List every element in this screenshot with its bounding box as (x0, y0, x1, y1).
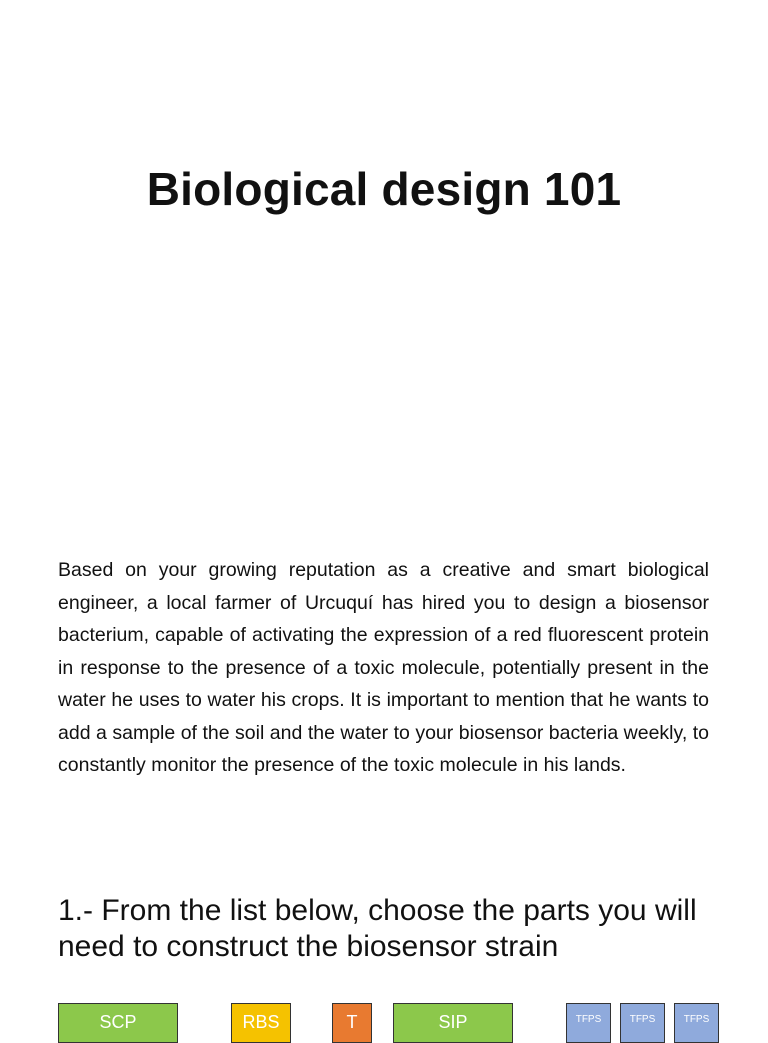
part-scp: SCP (58, 1003, 178, 1043)
part-rbs: RBS (231, 1003, 291, 1043)
part-tfps-1: TFPS (566, 1003, 611, 1043)
part-tfps-2: TFPS (620, 1003, 665, 1043)
page-title: Biological design 101 (146, 163, 622, 215)
part-terminator: T (332, 1003, 372, 1043)
part-tfps-3: TFPS (674, 1003, 719, 1043)
question-1: 1.- From the list below, choose the parts you will need to construct the biosensor strain (58, 894, 697, 963)
part-sip: SIP (393, 1003, 513, 1043)
intro-paragraph: Based on your growing reputation as a creative and smart biological engineer, a local farmer of Urcuquí has hired you to design a biosensor bacterium, capable of activating the expression of a red fluorescent protein in response to the presence of a toxic molecule, potentially present in the water he uses to water his crops. It is important to mention that he wants to add a sample of the soil and the water to your biosensor bacteria weekly, to constantly monitor the presence of the toxic molecule in his lands. (58, 559, 709, 776)
